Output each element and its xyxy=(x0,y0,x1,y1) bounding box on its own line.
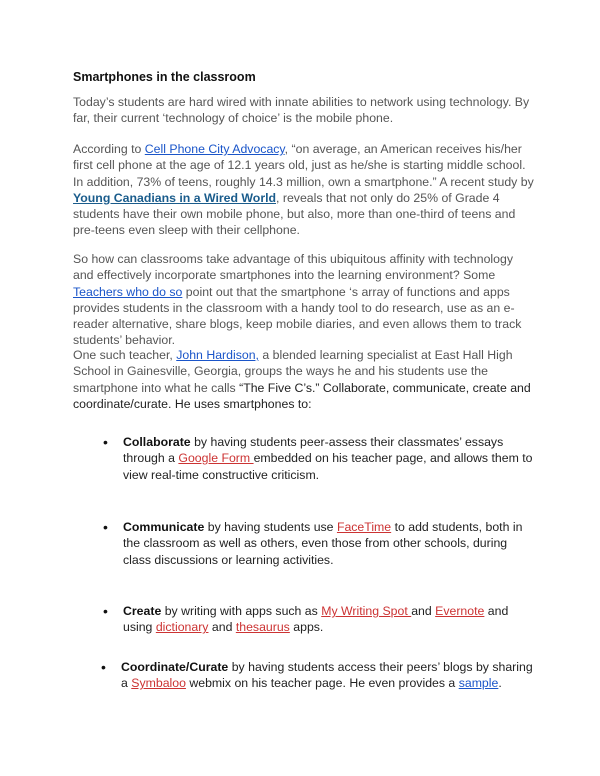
item-text: webmix on his teacher page. He even provides a xyxy=(185,676,459,691)
item-text: by having students access their peers’ blogs by sharing a xyxy=(121,660,533,691)
teacher-paragraph xyxy=(73,347,535,412)
teachers-who-do-so-link[interactable]: Teachers who do so xyxy=(73,284,183,299)
cell-phone-city-advocacy-link[interactable]: Cell Phone City Advocacy xyxy=(144,142,285,156)
bullet-dot: • xyxy=(101,659,106,675)
communicate-list-item xyxy=(123,519,535,568)
dictionary-link[interactable]: dictionary xyxy=(155,620,209,635)
intro-text: Today’s students are hard wired with innate abilities to network using technology. By far, their current ‘technology of choice’ is the mobile phone. xyxy=(73,95,530,126)
facetime-link[interactable]: FaceTime xyxy=(336,520,392,534)
paragraph-text: point out that the smartphone ‘s array of functions and apps provides students in the classroom with a handy tool to do research, use as an e-reader alternative, share blogs, keep mobile diaries, and even allows them to track students’ behavior. xyxy=(73,284,522,348)
item-text: by having students peer-assess their classmates’ essays through a xyxy=(123,435,504,466)
coordinate-list-item xyxy=(121,659,533,692)
item-heading: Create xyxy=(123,604,162,618)
item-text: apps. xyxy=(289,620,324,635)
intro-paragraph xyxy=(73,94,535,127)
paragraph-text: One such teacher, xyxy=(73,348,177,362)
item-text: to add students, both in the classroom as well as others, even those from other schools, during class discussions or learning activities. xyxy=(123,520,523,567)
page-title: Smartphones in the classroom xyxy=(73,70,256,84)
collaborate-list-item xyxy=(123,434,535,483)
item-text: by having students use xyxy=(204,520,337,534)
bullet-dot: • xyxy=(103,434,108,450)
statistics-paragraph xyxy=(73,141,535,239)
john-hardison-link[interactable]: John Hardison, xyxy=(176,348,259,362)
item-text: and xyxy=(208,620,236,635)
paragraph-text: , “on average, an American receives his/her first cell phone at the age of 12.1 years old, just as he/she is starting middle school. In addition, 73% of teens, roughly 14.3 million, own a smartphone.” A recent study by xyxy=(73,142,534,189)
symbaloo-link[interactable]: Symbaloo xyxy=(131,676,186,691)
item-heading: Coordinate/Curate xyxy=(121,660,229,674)
paragraph-text: a blended learning specialist at East Hall High School in Gainesville, Georgia, groups the ways he and his students use the smartphone into what he calls xyxy=(73,348,513,395)
item-text: embedded on his teacher page, and allows them to view real-time constructive criticism. xyxy=(123,451,533,482)
create-list-item xyxy=(123,603,535,636)
item-heading: Communicate xyxy=(123,520,205,534)
paragraph-text: According to xyxy=(73,142,145,156)
item-text: by writing with apps such as xyxy=(161,604,322,618)
bullet-dot: • xyxy=(103,519,108,535)
item-text: and xyxy=(411,604,436,618)
my-writing-spot-link[interactable]: My Writing Spot xyxy=(321,604,412,618)
evernote-link[interactable]: Evernote xyxy=(435,604,485,618)
five-cs-text: “The Five C’s.” Collaborate, communicate, create and coordinate/curate. He uses smartphones to: xyxy=(73,380,531,411)
paragraph-text: So how can classrooms take advantage of this ubiquitous affinity with technology and effectively incorporate smartphones into the learning environment? Some xyxy=(73,252,513,283)
thesaurus-link[interactable]: thesaurus xyxy=(235,620,290,635)
google-form-link[interactable]: Google Form xyxy=(178,451,254,466)
sample-link[interactable]: sample xyxy=(458,676,499,691)
item-text: . xyxy=(498,676,502,691)
bullet-dot: • xyxy=(103,603,108,619)
item-text: and using xyxy=(123,604,509,635)
paragraph-text: , reveals that not only do 25% of Grade 4 students have their own mobile phone, but also, more than one-third of teens and pre-teens even sleep with their cellphone. xyxy=(73,190,516,238)
young-canadians-link[interactable]: Young Canadians in a Wired World xyxy=(73,190,277,205)
classrooms-paragraph xyxy=(73,251,535,349)
item-heading: Collaborate xyxy=(123,435,191,449)
